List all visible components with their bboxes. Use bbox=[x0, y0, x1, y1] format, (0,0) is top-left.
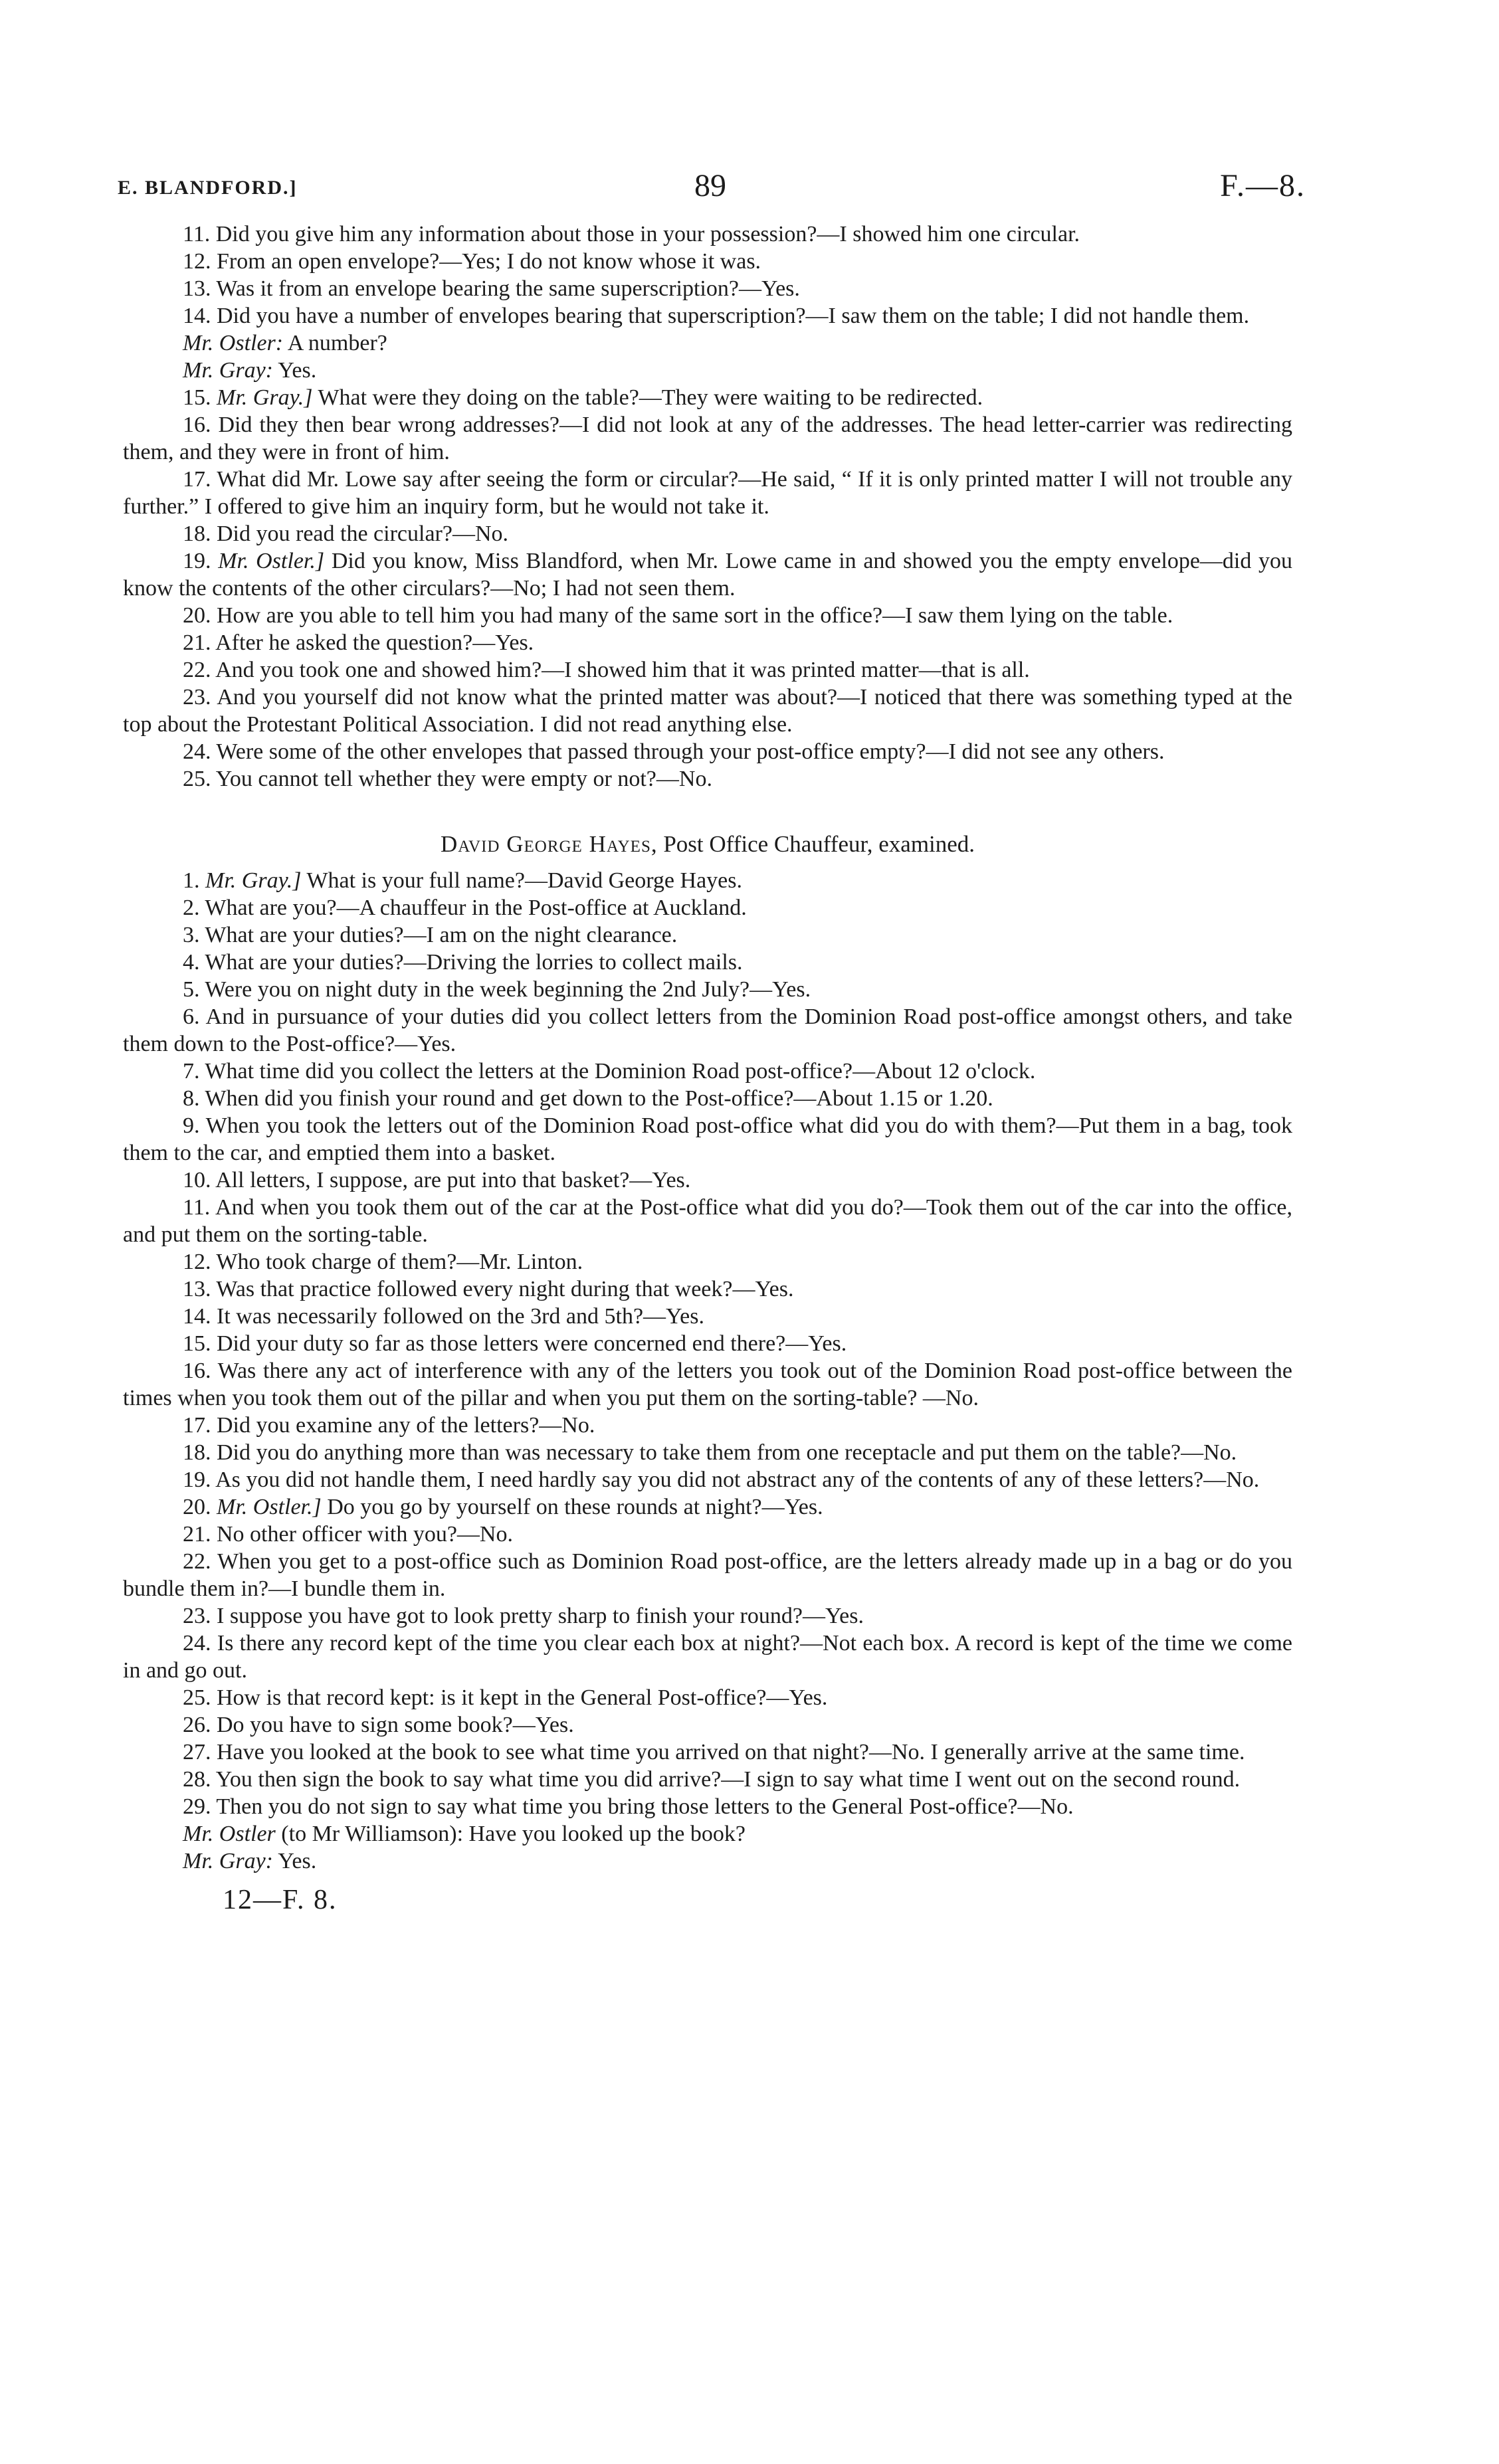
question-answer: 25. How is that record kept: is it kept in the General Post-office?—Yes. bbox=[183, 1685, 828, 1710]
page-number: 89 bbox=[694, 168, 726, 203]
question-answer: 17. What did Mr. Lowe say after seeing the form or circular?—He said, “ If it is only printed matter I will not trouble any further.” I offered to give him an inquiry form, but he would not take it. bbox=[123, 467, 1293, 519]
question-answer: 19. As you did not handle them, I need hardly say you did not abstract any of the contents of any of these letters?—No. bbox=[183, 1468, 1260, 1492]
question-answer: 10. All letters, I suppose, are put into that basket?—Yes. bbox=[183, 1168, 691, 1192]
question-answer: 1. Mr. Gray.] What is your full name?—David George Hayes. bbox=[183, 868, 742, 893]
question-answer: 21. No other officer with you?—No. bbox=[183, 1522, 513, 1547]
question-answer: 20. Mr. Ostler.] Do you go by yourself on these rounds at night?—Yes. bbox=[183, 1495, 823, 1519]
question-answer: 28. You then sign the book to say what time you did arrive?—I sign to say what time I went out on the second round. bbox=[183, 1767, 1241, 1792]
question-answer: 24. Is there any record kept of the time you clear each box at night?—Not each box. A record is kept of the time we come in and go out. bbox=[123, 1631, 1292, 1683]
page-header bbox=[118, 167, 1306, 221]
interjection: Mr. Ostler (to Mr Williamson): Have you looked up the book? bbox=[183, 1822, 746, 1846]
question-answer: 29. Then you do not sign to say what time you bring those letters to the General Post-office?—No. bbox=[183, 1794, 1074, 1819]
interjection: Mr. Gray: Yes. bbox=[183, 358, 317, 383]
question-answer: 26. Do you have to sign some book?—Yes. bbox=[183, 1713, 574, 1737]
question-answer: 13. Was that practice followed every night during that week?—Yes. bbox=[183, 1277, 794, 1301]
question-answer: 17. Did you examine any of the letters?—No. bbox=[183, 1413, 595, 1438]
question-answer: 12. From an open envelope?—Yes; I do not know whose it was. bbox=[183, 249, 761, 274]
question-answer: 27. Have you looked at the book to see what time you arrived on that night?—No. I generally arrive at the same time. bbox=[183, 1740, 1245, 1764]
question-answer: 7. What time did you collect the letters at the Dominion Road post-office?—About 12 o'clock. bbox=[183, 1059, 1036, 1084]
question-answer: 9. When you took the letters out of the Dominion Road post-office what did you do with them?—Put them in a bag, took them to the car, and emptied them into a basket. bbox=[123, 1113, 1293, 1165]
question-answer: 18. Did you do anything more than was necessary to take them from one receptacle and put them on the table?—No. bbox=[183, 1440, 1237, 1465]
question-answer: 16. Did they then bear wrong addresses?—I did not look at any of the addresses. The head letter-carrier was redirecting them, and they were in front of him. bbox=[123, 413, 1293, 464]
document-reference: F.—8. bbox=[1220, 168, 1306, 203]
question-answer: 20. How are you able to tell him you had many of the same sort in the office?—I saw them lying on the table. bbox=[183, 603, 1173, 628]
interjection: Mr. Gray: Yes. bbox=[183, 1849, 317, 1873]
question-answer: 11. And when you took them out of the car at the Post-office what did you do?—Took them out of the car into the office, and put them on the sorting-table. bbox=[123, 1195, 1292, 1247]
document-page bbox=[118, 167, 1306, 1916]
question-answer: 5. Were you on night duty in the week beginning the 2nd July?—Yes. bbox=[183, 977, 811, 1002]
question-answer: 14. It was necessarily followed on the 3rd and 5th?—Yes. bbox=[183, 1304, 705, 1329]
witness-description: Post Office Chauffeur, examined. bbox=[663, 831, 975, 857]
interjection: Mr. Ostler: A number? bbox=[183, 331, 387, 355]
question-answer: 2. What are you?—A chauffeur in the Post-office at Auckland. bbox=[183, 896, 747, 920]
question-answer: 18. Did you read the circular?—No. bbox=[183, 521, 508, 546]
question-answer: 24. Were some of the other envelopes that passed through your post-office empty?—I did not see any others. bbox=[183, 739, 1165, 764]
testimony-blandford bbox=[123, 221, 1292, 793]
question-answer: 14. Did you have a number of envelopes bearing that superscription?—I saw them on the table; I did not handle them. bbox=[183, 304, 1250, 328]
question-answer: 19. Mr. Ostler.] Did you know, Miss Blandford, when Mr. Lowe came in and showed you the empty envelope—did you know the contents of the other circulars?—No; I had not seen them. bbox=[123, 549, 1293, 601]
question-answer: 22. And you took one and showed him?—I showed him that it was printed matter—that is all. bbox=[183, 658, 1030, 682]
question-answer: 21. After he asked the question?—Yes. bbox=[183, 630, 534, 655]
question-answer: 12. Who took charge of them?—Mr. Linton. bbox=[183, 1250, 583, 1274]
testimony-hayes bbox=[123, 867, 1292, 1875]
witness-name: David George Hayes, bbox=[440, 831, 658, 857]
question-answer: 4. What are your duties?—Driving the lorries to collect mails. bbox=[183, 950, 743, 975]
question-answer: 11. Did you give him any information about those in your possession?—I showed him one circular. bbox=[183, 222, 1080, 246]
signature-mark: 12—F. 8. bbox=[223, 1885, 338, 1915]
question-answer: 13. Was it from an envelope bearing the same superscription?—Yes. bbox=[183, 276, 800, 301]
question-answer: 16. Was there any act of interference with any of the letters you took out of the Dominion Road post-office between the times when you took them out of the pillar and when you put them on the sorting-table? —No. bbox=[123, 1359, 1292, 1410]
question-answer: 15. Did your duty so far as those letters were concerned end there?—Yes. bbox=[183, 1331, 847, 1356]
section-heading bbox=[123, 831, 1292, 858]
question-answer: 6. And in pursuance of your duties did you collect letters from the Dominion Road post-office amongst others, and take them down to the Post-office?—Yes. bbox=[123, 1004, 1292, 1056]
question-answer: 8. When did you finish your round and get down to the Post-office?—About 1.15 or 1.20. bbox=[183, 1086, 993, 1111]
question-answer: 22. When you get to a post-office such as Dominion Road post-office, are the letters already made up in a bag or do you bundle them in?—I bundle them in. bbox=[123, 1549, 1292, 1601]
question-answer: 15. Mr. Gray.] What were they doing on the table?—They were waiting to be redirected. bbox=[183, 385, 983, 410]
question-answer: 25. You cannot tell whether they were empty or not?—No. bbox=[183, 767, 712, 791]
question-answer: 3. What are your duties?—I am on the night clearance. bbox=[183, 923, 678, 947]
header-witness-name: E. BLANDFORD.] bbox=[118, 177, 298, 199]
question-answer: 23. And you yourself did not know what the printed matter was about?—I noticed that there was something typed at the top about the Protestant Political Association. I did not read anything else. bbox=[123, 685, 1293, 737]
question-answer: 23. I suppose you have got to look pretty sharp to finish your round?—Yes. bbox=[183, 1604, 864, 1628]
